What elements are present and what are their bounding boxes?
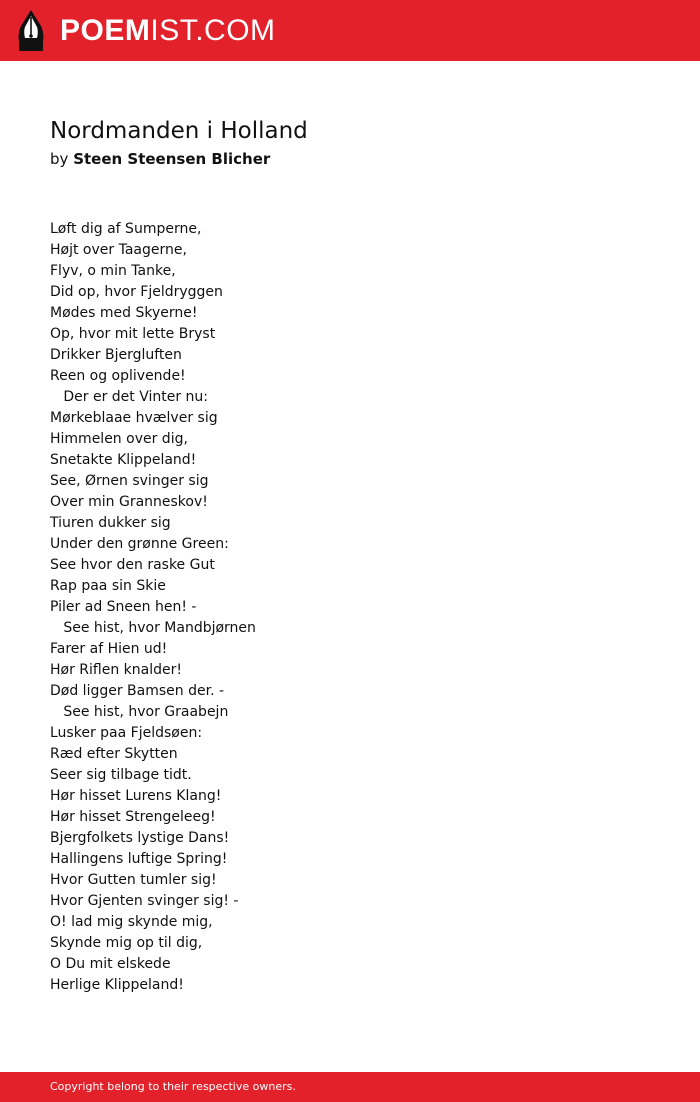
poem-line: Piler ad Sneen hen! - [50,599,197,615]
site-header [0,0,700,61]
poem-line: O Du mit elskede [50,956,171,972]
poem-line: Reen og oplivende! [50,368,186,384]
poem-line: Under den grønne Green: [50,536,229,552]
poem-line: Herlige Klippeland! [50,977,184,993]
by-label: by [50,150,69,168]
poem-line: See, Ørnen svinger sig [50,473,209,489]
poem-line: See hist, hvor Graabejn [50,704,229,720]
poem-line: Himmelen over dig, [50,431,188,447]
poem-line: Op, hvor mit lette Bryst [50,326,216,342]
poem-line: Højt over Taagerne, [50,242,187,258]
poem-line: Løft dig af Sumperne, [50,221,202,237]
poem-line: Bjergfolkets lystige Dans! [50,830,230,846]
poem-line: Død ligger Bamsen der. - [50,683,225,699]
poem-line: See hvor den raske Gut [50,557,215,573]
poem-line: Seer sig tilbage tidt. [50,767,192,783]
brand-light: IST.COM [150,14,276,47]
poem-line: Hvor Gutten tumler sig! [50,872,217,888]
poem-line: Lusker paa Fjeldsøen: [50,725,203,741]
poem-line: Hør hisset Strengeleeg! [50,809,216,825]
poem-line: Mødes med Skyerne! [50,305,198,321]
poem-line: Hør Riflen knalder! [50,662,182,678]
poem-line: Hvor Gjenten svinger sig! - [50,893,239,909]
poem-line: Hør hisset Lurens Klang! [50,788,222,804]
poem-line: Ræd efter Skytten [50,746,178,762]
poem-line: Der er det Vinter nu: [50,389,209,405]
poem-line: Rap paa sin Skie [50,578,166,594]
site-footer [0,1072,700,1102]
poem-line: Farer af Hien ud! [50,641,168,657]
poem-line: Tiuren dukker sig [50,515,171,531]
site-logo[interactable] [16,9,276,53]
poem-line: Snetakte Klippeland! [50,452,197,468]
poem-author: Steen Steensen Blicher [73,150,271,168]
poem-byline [50,148,270,170]
copyright-notice: Copyright belong to their respective owners. [50,1080,296,1093]
brand-bold: POEM [60,14,151,47]
poem-line: Over min Granneskov! [50,494,208,510]
poem-line: Drikker Bjergluften [50,347,182,363]
poem-line: Flyv, o min Tanke, [50,263,176,279]
poem-line: O! lad mig skynde mig, [50,914,213,930]
poem-line: Skynde mig op til dig, [50,935,203,951]
poem-body [50,219,256,996]
poem-line: See hist, hvor Mandbjørnen [50,620,256,636]
poem-line: Mørkeblaae hvælver sig [50,410,218,426]
pen-nib-icon [16,9,46,53]
site-brand [60,9,276,53]
poem-line: Did op, hvor Fjeldryggen [50,284,223,300]
poem-line: Hallingens luftige Spring! [50,851,228,867]
poem-title: Nordmanden i Holland [50,118,308,144]
